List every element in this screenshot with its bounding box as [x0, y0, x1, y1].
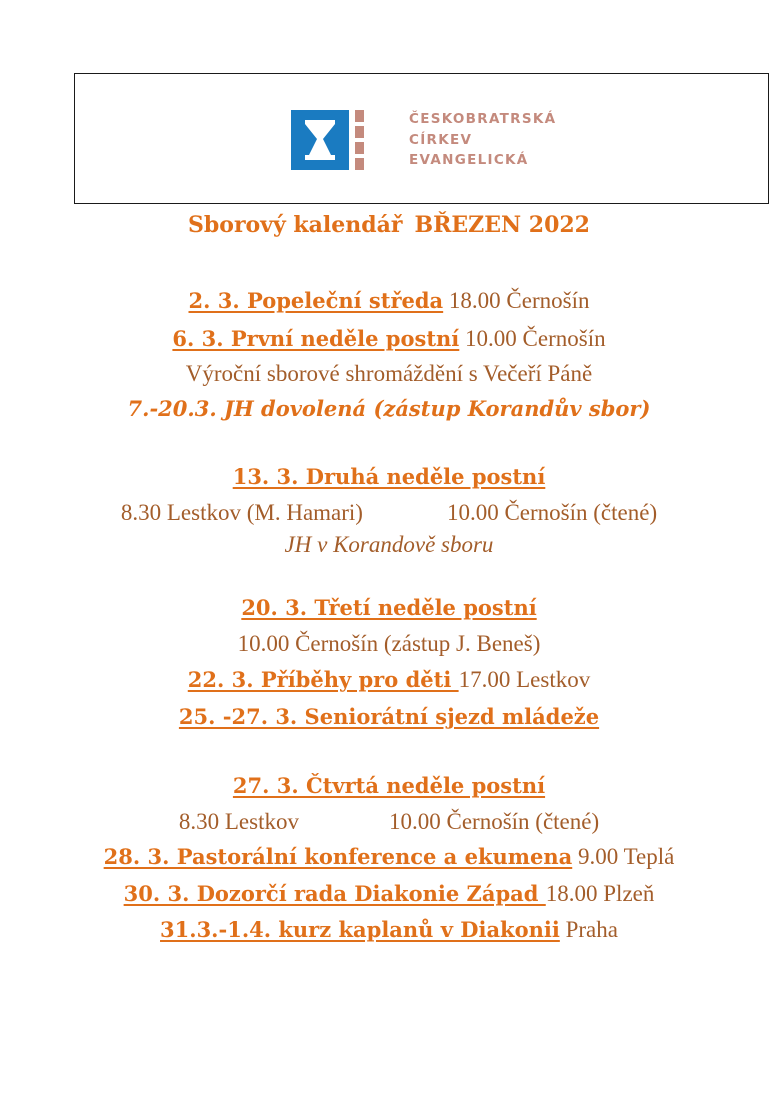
- event-title: 6. 3. První neděle postní: [172, 326, 460, 351]
- calendar-entry: [0, 322, 778, 356]
- page-title: [0, 208, 778, 242]
- calendar-services: [0, 805, 778, 839]
- event-title: 31.3.-1.4. kurz kaplanů v Diakonii: [160, 917, 560, 942]
- calendar-entry: [0, 913, 778, 947]
- calendar-note: [0, 357, 778, 391]
- chalice-logo-icon: [291, 109, 401, 171]
- event-title: 25. -27. 3. Seniorátní sjezd mládeže: [178, 704, 600, 729]
- title-label: Sborový kalendář: [188, 212, 403, 238]
- calendar-entry: [0, 769, 778, 803]
- note-text: 10.00 Černošín (zástup J. Beneš): [237, 631, 541, 656]
- italic-note: JH v Korandově sboru: [284, 532, 494, 557]
- calendar-entry: [0, 877, 778, 911]
- calendar-entry: [0, 840, 778, 874]
- event-title: 20. 3. Třetí neděle postní: [241, 595, 537, 620]
- title-month: BŘEZEN 2022: [414, 212, 590, 238]
- event-detail: 10.00 Černošín: [459, 326, 606, 351]
- calendar-note-italic: [0, 392, 778, 426]
- service-left: 8.30 Lestkov (M. Hamari): [120, 500, 363, 525]
- calendar-entry: [0, 663, 778, 697]
- event-detail: 9.00 Teplá: [572, 844, 675, 869]
- logo-line-2: CÍRKEV: [409, 131, 473, 148]
- calendar-services: [0, 496, 778, 530]
- logo-wordmark: [409, 109, 556, 171]
- event-title: 27. 3. Čtvrtá neděle postní: [232, 773, 546, 798]
- calendar-entry: [0, 284, 778, 318]
- logo-line-3: EVANGELICKÁ: [409, 152, 529, 169]
- event-detail: 17.00 Lestkov: [458, 667, 591, 692]
- logo-box: [74, 73, 769, 204]
- event-title: 13. 3. Druhá neděle postní: [232, 464, 546, 489]
- logo-line-1: ČESKOBRATRSKÁ: [409, 111, 557, 128]
- calendar-entry: [0, 591, 778, 625]
- event-title: 2. 3. Popeleční středa: [188, 288, 444, 313]
- calendar-note: [0, 627, 778, 661]
- event-detail: 18.00 Černošín: [443, 288, 590, 313]
- event-title: 30. 3. Dozorčí rada Diakonie Západ: [123, 881, 546, 906]
- event-title: 22. 3. Příběhy pro děti: [187, 667, 459, 692]
- event-detail: Praha: [559, 917, 618, 942]
- service-right: 10.00 Černošín (čtené): [446, 500, 658, 525]
- calendar-note-italic: [0, 528, 778, 562]
- service-right: 10.00 Černošín (čtené): [388, 809, 600, 834]
- calendar-entry: [0, 700, 778, 734]
- church-logo: [291, 109, 556, 171]
- calendar-entry: [0, 460, 778, 494]
- vacation-note: 7.-20.3. JH dovolená (zástup Korandův sbor): [127, 396, 651, 421]
- event-detail: 18.00 Plzeň: [545, 881, 655, 906]
- event-title: 28. 3. Pastorální konference a ekumena: [103, 844, 573, 869]
- service-left: 8.30 Lestkov: [178, 809, 299, 834]
- note-text: Výroční sborové shromáždění s Večeří Páně: [185, 361, 593, 386]
